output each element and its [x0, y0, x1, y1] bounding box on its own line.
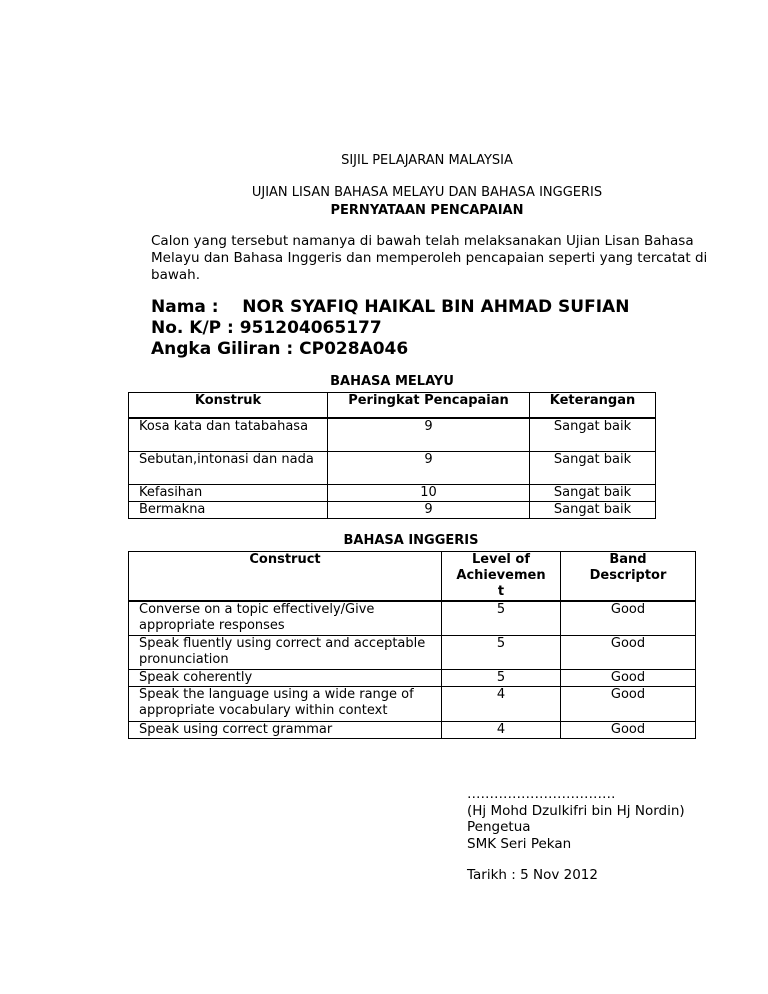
descriptor-cell: Good [561, 669, 696, 686]
bahasa-melayu-table [128, 392, 656, 519]
column-header: Band Descriptor [561, 552, 696, 602]
candidate-ic-number: No. K/P : 951204065177 [151, 318, 382, 338]
table-row [129, 601, 696, 635]
table-row [129, 669, 696, 686]
construct-cell: Kosa kata dan tatabahasa [129, 418, 328, 451]
construct-cell: Speak using correct grammar [129, 721, 442, 738]
column-header: Konstruk [129, 393, 328, 419]
header-test-title: UJIAN LISAN BAHASA MELAYU DAN BAHASA INGGERIS [251, 185, 603, 200]
level-cell: 4 [442, 686, 561, 721]
level-cell: 9 [328, 501, 530, 518]
header-statement-title: PERNYATAAN PENCAPAIAN [330, 203, 524, 218]
construct-cell: Speak the language using a wide range of appropriate vocabulary within context [129, 686, 442, 721]
level-cell: 4 [442, 721, 561, 738]
descriptor-cell: Good [561, 601, 696, 635]
descriptor-cell: Good [561, 686, 696, 721]
level-cell: 5 [442, 635, 561, 669]
table-row [129, 451, 656, 484]
header-exam-title: SIJIL PELAJARAN MALAYSIA [341, 153, 513, 168]
descriptor-cell: Sangat baik [530, 501, 656, 518]
table-row [129, 635, 696, 669]
descriptor-cell: Good [561, 721, 696, 738]
bahasa-inggeris-caption: BAHASA INGGERIS [343, 533, 479, 548]
table-row [129, 721, 696, 738]
column-header: Construct [129, 552, 442, 602]
construct-cell: Speak coherently [129, 669, 442, 686]
table-row [129, 501, 656, 518]
table-row [129, 686, 696, 721]
table-row [129, 418, 656, 451]
construct-cell: Converse on a topic effectively/Give appropriate responses [129, 601, 442, 635]
descriptor-cell: Sangat baik [530, 451, 656, 484]
bahasa-inggeris-table [128, 551, 696, 739]
table-header-row [129, 393, 656, 419]
descriptor-cell: Sangat baik [530, 484, 656, 501]
table-row [129, 484, 656, 501]
signatory-name: (Hj Mohd Dzulkifri bin Hj Nordin) [467, 802, 685, 819]
level-cell: 10 [328, 484, 530, 501]
intro-paragraph: Calon yang tersebut namanya di bawah telah melaksanakan Ujian Lisan Bahasa Melayu dan Bahasa Inggeris dan memperoleh pencapaian seperti yang tercatat di bawah. [151, 233, 708, 283]
school-name: SMK Seri Pekan [467, 835, 572, 852]
level-cell: 5 [442, 669, 561, 686]
candidate-name: Nama : NOR SYAFIQ HAIKAL BIN AHMAD SUFIAN [151, 297, 630, 317]
construct-cell: Speak fluently using correct and acceptable pronunciation [129, 635, 442, 669]
issue-date: Tarikh : 5 Nov 2012 [467, 867, 598, 883]
signature-block [467, 786, 685, 852]
candidate-index-number: Angka Giliran : CP028A046 [151, 339, 409, 359]
table-header-row [129, 552, 696, 602]
construct-cell: Bermakna [129, 501, 328, 518]
construct-cell: Kefasihan [129, 484, 328, 501]
signature-dots: …………………………… [467, 786, 616, 802]
descriptor-cell: Sangat baik [530, 418, 656, 451]
column-header: Level of Achievemen t [442, 552, 561, 602]
descriptor-cell: Good [561, 635, 696, 669]
level-cell: 5 [442, 601, 561, 635]
bahasa-melayu-caption: BAHASA MELAYU [330, 374, 454, 389]
column-header: Peringkat Pencapaian [328, 393, 530, 419]
column-header: Keterangan [530, 393, 656, 419]
signatory-title: Pengetua [467, 819, 531, 835]
level-cell: 9 [328, 451, 530, 484]
level-cell: 9 [328, 418, 530, 451]
construct-cell: Sebutan,intonasi dan nada [129, 451, 328, 484]
